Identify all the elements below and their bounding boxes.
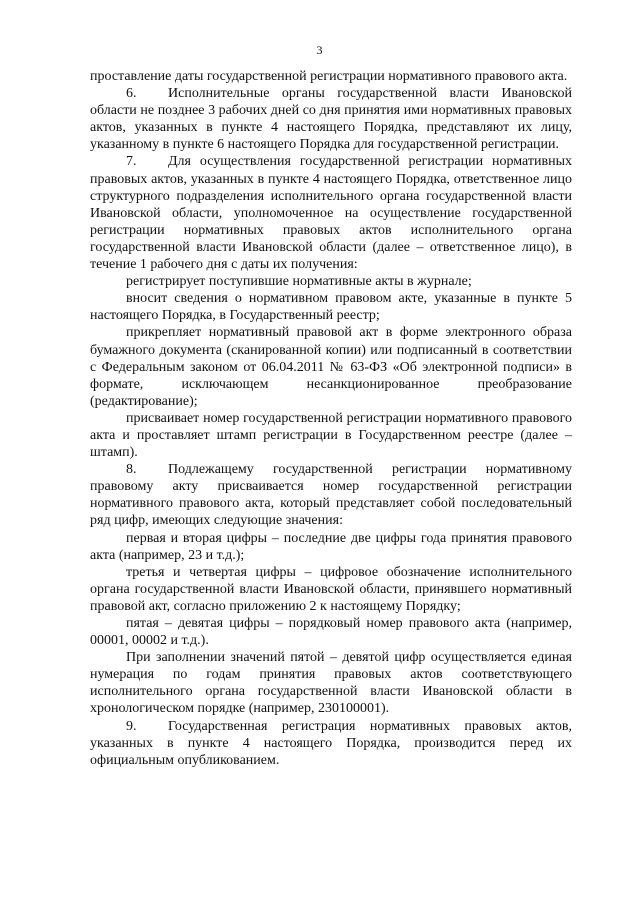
paragraph-item-8: 8. Подлежащему государственной регистрации нормативному правовому акту присваивается номер государственной регистрации нормативного правового акта, который представляет собой последовательный ряд цифр, имеющих следующие значения: (90, 462, 572, 529)
paragraph-item-6: 6. Исполнительные органы государственной власти Ивановской области не позднее 3 рабочих дней со дня принятия ими нормативных правовых актов, указанных в пункте 4 настоящего Порядка, представляют их лицу, указанному в пункте 6 настоящего Порядка для государственной регистрации. (90, 86, 572, 153)
item-number: 9. (126, 718, 137, 734)
paragraph-subitem: регистрирует поступившие нормативные акты в журнале; (126, 274, 472, 290)
paragraph-continuation: проставление даты государственной регистрации нормативного правового акта. (90, 69, 568, 84)
item-number: 8. (126, 462, 137, 478)
paragraph-subitem: прикрепляет нормативный правовой акт в форме электронного образа бумажного документа (сканированной копии) или подписанный в соответствии с Федеральным законом от 06.04.2011 № 63-ФЗ «Об электронной подписи» в формате, исключающем несанкционированное преобразование (редактирование); (90, 325, 572, 409)
page-number: 3 (316, 43, 323, 57)
paragraph-item-7: 7. Для осуществления государственной регистрации нормативных правовых актов, указанных в пункте 4 настоящего Порядка, ответственное лицо структурного подразделения исполнительного органа государственной власти Ивановской области, уполномоченное на осуществление государственной регистрации нормативных правовых актов исполнительного органа государственной власти Ивановской области (далее – ответственное лицо), в течение 1 рабочего дня с даты их получения: (90, 154, 572, 273)
paragraph-note: При заполнении значений пятой – девятой цифр осуществляется единая нумерация по годам принятия правовых актов соответствующего исполнительного органа государственной власти Ивановской области в хронологическом порядке (например, 230100001). (90, 650, 572, 717)
paragraph-subitem: вносит сведения о нормативном правовом акте, указанные в пункте 5 настоящего Порядка, в Государственный реестр; (90, 291, 572, 324)
paragraph-subitem: пятая – девятая цифры – порядковый номер правового акта (например, 00001, 00002 и т.д.). (90, 616, 572, 649)
item-number: 7. (126, 154, 137, 170)
paragraph-subitem: первая и вторая цифры – последние две цифры года принятия правового акта (например, 23 и т.д.); (90, 530, 572, 563)
paragraph-item-9: 9. Государственная регистрация нормативных правовых актов, указанных в пункте 4 настоящего Порядка, производится перед их официальным опубликованием. (90, 718, 572, 768)
document-body (90, 68, 572, 769)
paragraph-subitem: присваивает номер государственной регистрации нормативного правового акта и проставляет штамп регистрации в Государственном реестре (далее – штамп). (90, 410, 572, 461)
item-number: 6. (126, 86, 137, 102)
paragraph-subitem: третья и четвертая цифры – цифровое обозначение исполнительного органа государственной власти Ивановской области, принявшего нормативный правовой акт, согласно приложению 2 к настоящему Порядку; (90, 564, 572, 614)
